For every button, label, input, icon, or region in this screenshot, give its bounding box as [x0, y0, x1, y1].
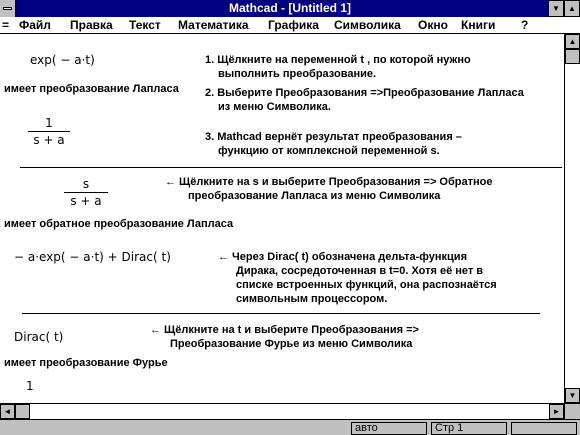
menu-graphics[interactable]: Графика: [268, 18, 319, 32]
vertical-scrollbar[interactable]: [564, 34, 580, 403]
note-inverse-1[interactable]: ← Щёлкните на s и выберите Преобразования => Обратное: [165, 176, 493, 188]
scroll-down-button[interactable]: [565, 388, 580, 403]
minimize-button[interactable]: [548, 0, 564, 17]
step1-text[interactable]: 1. Щёлкните на переменной t , по которой нужно: [205, 54, 471, 66]
divider-1: [20, 167, 562, 168]
fourier-result[interactable]: 1: [26, 379, 34, 393]
menu-symbolics[interactable]: Символика: [334, 18, 401, 32]
arrow-down-icon: ▼: [568, 391, 577, 400]
divider-2: [22, 313, 540, 314]
window-title: Mathcad - [Untitled 1]: [229, 1, 351, 15]
menu-file[interactable]: Файл: [19, 18, 51, 32]
laplace-label[interactable]: имеет преобразование Лапласа: [4, 83, 179, 95]
step2-text-cont[interactable]: из меню Символика.: [218, 101, 331, 113]
step3-text[interactable]: 3. Mathcad вернёт результат преобразования –: [205, 131, 462, 143]
laplace-result[interactable]: [28, 116, 70, 147]
horizontal-scrollbar[interactable]: [0, 403, 564, 419]
math-expr-exp[interactable]: exp( − a·t): [30, 53, 95, 67]
arrow-left-icon: ◄: [3, 407, 12, 416]
inverse-input-numerator: s: [82, 177, 90, 191]
note-dirac-4[interactable]: символьным процессором.: [236, 293, 388, 305]
menu-math[interactable]: Математика: [178, 18, 249, 32]
maximize-button[interactable]: [564, 0, 580, 17]
status-extra: [511, 422, 577, 435]
note-fourier-1[interactable]: ← Щёлкните на t и выберите Преобразования =>: [150, 324, 419, 336]
note-inverse-2[interactable]: преобразование Лапласа из меню Символика: [188, 190, 441, 202]
document-system-menu[interactable]: =: [2, 18, 10, 32]
maximize-icon: ▲: [568, 4, 576, 13]
title-bar: [0, 0, 580, 17]
status-calc-mode: авто: [351, 422, 427, 435]
note-dirac-1[interactable]: ← Через Dirac( t) обозначена дельта-функция: [218, 251, 467, 263]
inverse-label[interactable]: имеет обратное преобразование Лапласа: [4, 218, 234, 230]
worksheet[interactable]: [0, 34, 564, 403]
note-fourier-2[interactable]: Преобразование Фурье из меню Символика: [170, 338, 413, 350]
fraction-bar: [28, 131, 70, 132]
inverse-input[interactable]: [64, 177, 108, 208]
menu-books[interactable]: Книги: [461, 18, 496, 32]
vertical-scroll-thumb[interactable]: [565, 49, 580, 64]
laplace-result-denominator: s + a: [33, 133, 65, 147]
scroll-up-button[interactable]: [565, 34, 580, 49]
math-expr-dirac[interactable]: Dirac( t): [14, 330, 64, 344]
math-expr-inverse-result[interactable]: − a·exp( − a·t) + Dirac( t): [14, 250, 171, 264]
scroll-left-button[interactable]: [0, 404, 15, 419]
laplace-result-numerator: 1: [45, 116, 53, 130]
fraction-bar: [64, 192, 108, 193]
horizontal-scroll-thumb[interactable]: [15, 404, 30, 419]
menu-edit[interactable]: Правка: [70, 18, 113, 32]
menu-text[interactable]: Текст: [129, 18, 161, 32]
menu-window[interactable]: Окно: [418, 18, 448, 32]
arrow-up-icon: ▲: [568, 37, 577, 46]
status-bar: [0, 419, 580, 435]
arrow-right-icon: ►: [552, 407, 561, 416]
menu-bar: [0, 17, 580, 34]
scrollbar-corner: [564, 403, 580, 419]
status-page: Стр 1: [431, 422, 507, 435]
inverse-input-denominator: s + a: [70, 194, 102, 208]
step3-text-cont[interactable]: функцию от комплексной переменной s.: [218, 145, 440, 157]
step2-text[interactable]: 2. Выберите Преобразования =>Преобразование Лапласа: [205, 87, 524, 99]
minimize-icon: ▼: [552, 4, 560, 13]
scroll-right-button[interactable]: [549, 404, 564, 419]
note-dirac-3[interactable]: списке встроенных функций, она распознаётся: [236, 279, 497, 291]
menu-help[interactable]: ?: [521, 18, 529, 32]
fourier-label[interactable]: имеет преобразование Фурье: [4, 357, 168, 369]
note-dirac-2[interactable]: Дирака, сосредоточенная в t=0. Хотя её нет в: [236, 265, 484, 277]
step1-text-cont[interactable]: выполнить преобразование.: [218, 68, 377, 80]
